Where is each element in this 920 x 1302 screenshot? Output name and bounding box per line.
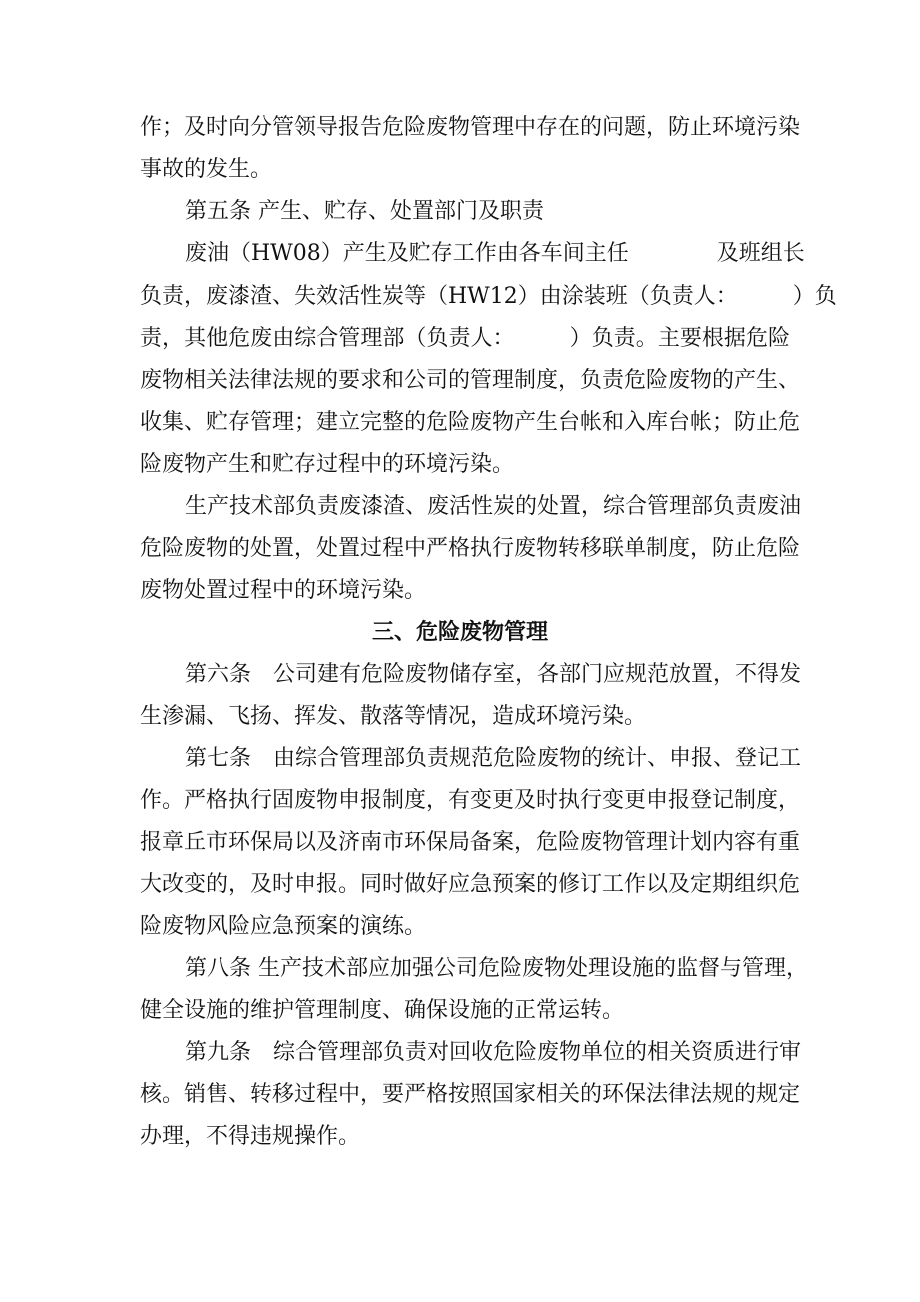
text-line: 险废物产生和贮存过程中的环境污染。 [140, 452, 515, 477]
text-line: 危险废物的处置，处置过程中严格执行废物转移联单制度，防止危险 [140, 536, 801, 561]
text-line: 核。销售、转移过程中，要严格按照国家相关的环保法律法规的规定 [140, 1082, 801, 1107]
text-line: 办理，不得违规操作。 [140, 1124, 361, 1149]
text-line: 责，其他危废由综合管理部（负责人： ）负责。主要根据危险 [140, 326, 790, 351]
article-heading: 第五条 产生、贮存、处置部门及职责 [185, 199, 544, 224]
text-line: 大改变的，及时申报。同时做好应急预案的修订工作以及定期组织危 [140, 872, 801, 897]
text-line: 收集、贮存管理；建立完整的危险废物产生台帐和入库台帐；防止危 [140, 410, 801, 435]
text-line: 第九条 综合管理部负责对回收危险废物单位的相关资质进行审 [185, 1040, 802, 1065]
text-line: 健全设施的维护管理制度、确保设施的正常运转。 [140, 998, 625, 1023]
text-line: 报章丘市环保局以及济南市环保局备案，危险废物管理计划内容有重 [140, 830, 801, 855]
section-heading: 三、危险废物管理 [371, 620, 548, 645]
text-line: 作。严格执行固废物申报制度，有变更及时执行变更申报登记制度， [140, 788, 801, 813]
text-line: 第七条 由综合管理部负责规范危险废物的统计、申报、登记工 [185, 746, 802, 771]
text-line: 第六条 公司建有危险废物储存室，各部门应规范放置，不得发 [185, 662, 802, 687]
text-line: 负责，废漆渣、失效活性炭等（HW12）由涂装班（负责人： ）负 [140, 284, 837, 309]
text-line: 废物处置过程中的环境污染。 [140, 578, 427, 603]
text-line: 废油（HW08）产生及贮存工作由各车间主任 及班组长 [185, 241, 805, 266]
text-line: 生产技术部负责废漆渣、废活性炭的处置，综合管理部负责废油 [185, 494, 802, 519]
text-line: 生渗漏、飞扬、挥发、散落等情况，造成环境污染。 [140, 704, 647, 729]
text-line: 第八条 生产技术部应加强公司危险废物处理设施的监督与管理， [185, 956, 808, 981]
text-line: 废物相关法律法规的要求和公司的管理制度，负责危险废物的产生、 [140, 368, 801, 393]
text-line: 险废物风险应急预案的演练。 [140, 914, 427, 939]
text-line: 作；及时向分管领导报告危险废物管理中存在的问题，防止环境污染 [140, 115, 801, 140]
text-line: 事故的发生。 [140, 157, 273, 182]
